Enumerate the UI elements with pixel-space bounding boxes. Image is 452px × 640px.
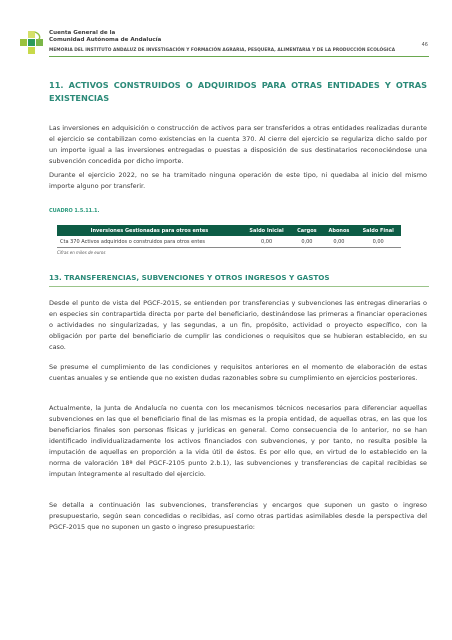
org-name-line1: Cuenta General de la <box>49 30 116 36</box>
section-11-heading: 11. ACTIVOS CONSTRUIDOS O ADQUIRIDOS PARA OTRAS ENTIDADES Y OTRAS EXISTENCIAS <box>49 80 427 103</box>
table-cell: 0,00 <box>323 236 356 248</box>
inversiones-table <box>57 225 401 248</box>
section-13-paragraph-4: Se detalla a continuación las subvenciones, transferencias y encargos que suponen un gasto o ingreso presupuestario, según sean concedidas o recibidas, así como otras partidas asimilables desde la perspectiva del PGCF-2015 que no suponen un gasto o ingreso presupuestario: <box>49 501 427 531</box>
section-11-paragraph-1: Las inversiones en adquisición o construcción de activos para ser transferidos a otras entidades realizadas durante el ejercicio se contabilizan como existencias en la cuenta 370. Al cierre del ejercicio se regulariza dicho saldo por un importe igual a las inversiones entregadas o puestas a disposición de sus destinatarios reconociéndose una subvención concedida por dicho importe. <box>49 124 427 165</box>
section-11-paragraph-2: Durante el ejercicio 2022, no se ha tramitado ninguna operación de este tipo, ni quedaba al inicio del mismo importe alguno por transferir. <box>49 171 427 190</box>
section-13-heading: 13. TRANSFERENCIAS, SUBVENCIONES Y OTROS INGRESOS Y GASTOS <box>49 273 330 282</box>
table-cell: 0,00 <box>242 236 291 248</box>
page-number: 46 <box>421 42 428 48</box>
table-cell: 0,00 <box>291 236 322 248</box>
column-header: Saldo Inicial <box>242 225 291 236</box>
column-header: Inversiones Gestionadas para otros entes <box>57 225 242 236</box>
table-cell: Cta 370 Activos adquiridos o construidos para otros entes <box>57 236 242 248</box>
section-13-paragraph-3: Actualmente, la Junta de Andalucía no cuenta con los mecanismos técnicos necesarios para diferenciar aquellas subvenciones en las que el beneficiario final de las mismas es la propia entidad, de aquellas otras, en las que los beneficiarios finales son personas físicas y jurídicas en general. Como consecuencia de lo anterior, no se han identificado individualizadamente los activos financiados con subvenciones, y por tanto, no resulta posible la imputación de aquellas en proporción a la vida útil de éstos. Es por ello que, en virtud de lo establecido en la norma de valoración 18ª del PGCF-2105 punto 2.b.1), las subvenciones y transferencias de capital recibidas se imputan íntegramente al resultado del ejercicio. <box>49 404 427 478</box>
column-header: Cargos <box>291 225 322 236</box>
cuadro-label: CUADRO 1.5.11.1. <box>49 208 100 214</box>
org-name-line2: Comunidad Autónoma de Andalucía <box>49 37 162 43</box>
table-cell: 0,00 <box>355 236 401 248</box>
header-divider <box>49 56 429 57</box>
memoria-title: MEMORIA DEL INSTITUTO ANDALUZ DE INVESTIGACIÓN Y FORMACIÓN AGRARIA, PESQUERA, ALIMENTARIA Y DE LA PRODUCCIÓN ECOLÓGICA <box>49 48 396 53</box>
section-13-paragraph-1: Desde el punto de vista del PGCF-2015, se entienden por transferencias y subvenciones las entregas dinerarias o en especies sin contrapartida directa por parte del beneficiario, destinándose las primeras a financiar operaciones o actividades no singularizadas, y las segundas, a un fin, propósito, actividad o proyecto específico, con la obligación por parte del beneficiario de cumplir las condiciones o requisitos que se hubieran establecido, en su caso. <box>49 299 427 351</box>
column-header: Abonos <box>323 225 356 236</box>
table-row <box>57 236 401 248</box>
section-13-paragraph-2: Se presume el cumplimiento de las condiciones y requisitos anteriores en el momento de elaboración de estas cuentas anuales y se entiende que no existen dudas razonables sobre su cumplimiento en ejercicios posteriores. <box>49 363 427 382</box>
table-header-row <box>57 225 401 236</box>
column-header: Saldo Final <box>355 225 401 236</box>
table-note: Cifras en miles de euros <box>57 250 106 255</box>
section-13-divider <box>49 286 429 287</box>
junta-andalucia-logo-icon <box>20 28 44 56</box>
